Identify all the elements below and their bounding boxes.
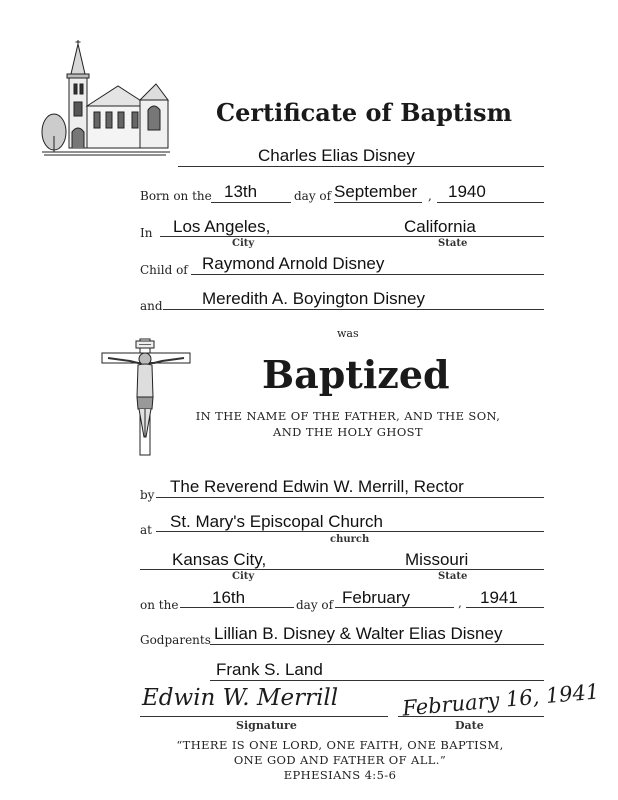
baptism-year: 1941 xyxy=(480,588,518,607)
born-year: 1940 xyxy=(448,182,486,201)
verse-line-2: ONE GOD AND FATHER OF ALL.” xyxy=(233,753,447,767)
father-name: Raymond Arnold Disney xyxy=(202,254,385,273)
baptism-month: February xyxy=(342,588,411,607)
officiant-name: The Reverend Edwin W. Merrill, Rector xyxy=(170,477,464,496)
born-day: 13th xyxy=(224,182,258,201)
officiant-underline xyxy=(156,497,544,498)
baptism-dayof-label: day of xyxy=(296,598,334,612)
invocation-line-1: IN THE NAME OF THE FATHER, AND THE SON, xyxy=(195,409,501,423)
and-label: and xyxy=(140,299,163,313)
born-month: September xyxy=(334,182,418,201)
date-underline xyxy=(398,716,544,717)
at-label: at xyxy=(140,523,152,537)
church-state-caption: State xyxy=(438,571,468,582)
godparents-underline-1 xyxy=(210,644,544,645)
godparents-line-2: Frank S. Land xyxy=(216,660,323,679)
born-dayof-label: day of xyxy=(294,189,332,203)
crucifix-illustration xyxy=(100,337,192,457)
born-sep: , xyxy=(428,189,432,203)
born-year-underline xyxy=(437,202,544,203)
godparents-label: Godparents xyxy=(140,633,211,647)
signature-handwriting: Edwin W. Merrill xyxy=(142,685,339,711)
invocation-line-2: AND THE HOLY GHOST xyxy=(273,425,423,439)
name-underline xyxy=(178,166,544,167)
birthplace-city-caption: City xyxy=(232,238,255,249)
church-name: St. Mary's Episcopal Church xyxy=(170,512,383,531)
signature-underline xyxy=(140,716,388,717)
date-caption: Date xyxy=(455,719,484,732)
child-of-label: Child of xyxy=(140,263,188,277)
born-month-underline xyxy=(334,202,422,203)
born-day-underline xyxy=(211,202,291,203)
signature-caption: Signature xyxy=(236,719,297,732)
church-state: Missouri xyxy=(405,550,469,569)
godparents-line-1: Lillian B. Disney & Walter Elias Disney xyxy=(214,624,503,643)
verse-reference: EPHESIANS 4:5-6 xyxy=(283,768,397,782)
page-title: Certificate of Baptism xyxy=(216,98,512,127)
godparents-underline-2 xyxy=(210,680,544,681)
church-city-caption: City xyxy=(232,571,255,582)
church-city: Kansas City, xyxy=(172,550,267,569)
born-on-label: Born on the xyxy=(140,189,212,203)
mother-name: Meredith A. Boyington Disney xyxy=(202,289,426,308)
baptism-on-label: on the xyxy=(140,598,179,612)
date-handwriting: February 16, 1941 xyxy=(401,679,601,721)
baptized-name: Charles Elias Disney xyxy=(258,146,415,165)
baptism-sep: , xyxy=(458,596,462,610)
birthplace-in-label: In xyxy=(140,226,153,240)
verse-line-1: “THERE IS ONE LORD, ONE FAITH, ONE BAPTISM, xyxy=(176,738,504,752)
birthplace-city: Los Angeles, xyxy=(173,217,271,236)
birthplace-state-caption: State xyxy=(438,238,468,249)
birthplace-state: California xyxy=(404,217,476,236)
church-caption: church xyxy=(330,534,370,545)
baptism-day: 16th xyxy=(212,588,246,607)
father-underline xyxy=(191,274,544,275)
baptized-heading: Baptized xyxy=(262,352,450,397)
was-label: was xyxy=(337,327,359,340)
by-label: by xyxy=(140,488,155,502)
church-illustration xyxy=(40,40,172,158)
mother-underline xyxy=(163,309,544,310)
